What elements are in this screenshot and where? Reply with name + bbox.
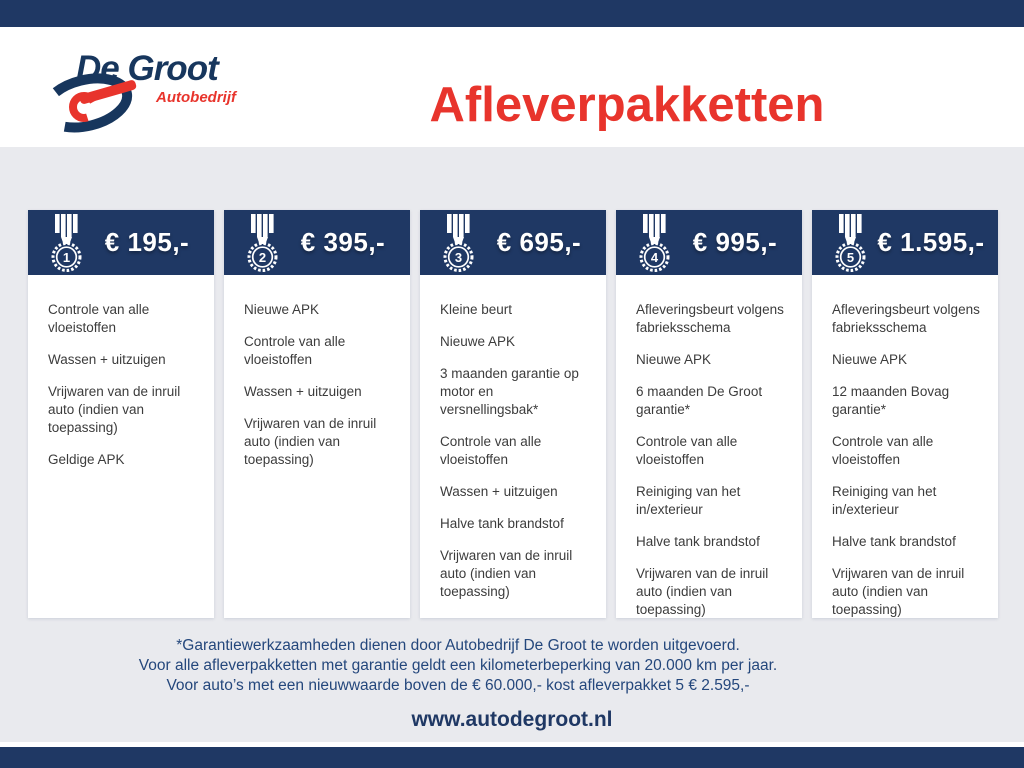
- feature-item: Controle van alle vloeistoffen: [440, 434, 542, 467]
- feature-item: Halve tank brandstof: [636, 534, 760, 549]
- package-price: € 195,-: [104, 227, 190, 257]
- feature-item: Controle van alle vloeistoffen: [244, 334, 346, 367]
- feature-list: [420, 275, 606, 601]
- feature-item: Halve tank brandstof: [832, 534, 956, 549]
- footnote-line: Voor auto’s met een nieuwwaarde boven de € 60.000,- kost afleverpakket 5 € 2.595,-: [166, 676, 750, 694]
- footnote-line: *Garantiewerkzaamheden dienen door Autobedrijf De Groot te worden uitgevoerd.: [176, 637, 740, 654]
- package-card-1: [28, 210, 214, 618]
- header: [0, 27, 1024, 147]
- feature-list: [616, 275, 802, 619]
- medal-number: 3: [454, 250, 463, 265]
- footnotes: [108, 636, 808, 695]
- feature-item: Halve tank brandstof: [440, 516, 564, 531]
- feature-item: Vrijwaren van de inruil auto (indien van toepassing): [636, 566, 769, 617]
- medal-icon: [420, 210, 482, 275]
- feature-item: Vrijwaren van de inruil auto (indien van toepassing): [244, 416, 377, 467]
- feature-item: Controle van alle vloeistoffen: [636, 434, 738, 467]
- feature-item: Reiniging van het in/exterieur: [636, 484, 741, 517]
- feature-item: Vrijwaren van de inruil auto (indien van toepassing): [440, 548, 573, 599]
- medal-number: 4: [650, 250, 659, 265]
- medal-icon: [224, 210, 286, 275]
- card-header: [812, 210, 998, 275]
- card-header: [616, 210, 802, 275]
- package-card-3: [420, 210, 606, 618]
- feature-item: Wassen + uitzuigen: [244, 384, 362, 399]
- medal-number: 5: [846, 250, 855, 265]
- package-card-2: [224, 210, 410, 618]
- feature-item: 6 maanden De Groot garantie*: [636, 384, 763, 417]
- feature-item: Controle van alle vloeistoffen: [832, 434, 934, 467]
- feature-item: Nieuwe APK: [440, 334, 516, 349]
- package-price: € 695,-: [496, 227, 582, 257]
- top-accent-bar: [0, 0, 1024, 27]
- medal-icon: [812, 210, 874, 275]
- feature-item: Nieuwe APK: [244, 302, 320, 317]
- package-card-4: [616, 210, 802, 618]
- feature-item: Afleveringsbeurt volgens fabrieksschema: [636, 302, 784, 335]
- feature-item: Nieuwe APK: [636, 352, 712, 367]
- website-link[interactable]: www.autodegroot.nl: [411, 708, 613, 731]
- brand-name: De Groot: [76, 49, 218, 88]
- feature-item: 3 maanden garantie op motor en versnellingsbak*: [440, 366, 579, 417]
- package-card-5: [812, 210, 998, 618]
- feature-list: [812, 275, 998, 619]
- medal-icon: [616, 210, 678, 275]
- page-title: Afleverpakketten: [429, 78, 825, 132]
- brand-subtitle: Autobedrijf: [156, 89, 236, 106]
- medal-number: 2: [258, 250, 267, 265]
- footnote-line: Voor alle afleverpakketten met garantie geldt een kilometerbeperking van 20.000 km per jaar.: [138, 656, 778, 674]
- package-price: € 395,-: [300, 227, 386, 257]
- feature-item: Controle van alle vloeistoffen: [48, 302, 150, 335]
- card-header: [28, 210, 214, 275]
- feature-item: Reiniging van het in/exterieur: [832, 484, 937, 517]
- medal-icon: [28, 210, 90, 275]
- feature-item: Vrijwaren van de inruil auto (indien van toepassing): [832, 566, 965, 617]
- brand-logo: [36, 39, 246, 139]
- bottom-accent-bar: [0, 747, 1024, 768]
- feature-item: Geldige APK: [48, 452, 125, 467]
- feature-item: 12 maanden Bovag garantie*: [832, 384, 950, 417]
- feature-list: [224, 275, 410, 469]
- feature-item: Nieuwe APK: [832, 352, 908, 367]
- package-price: € 1.595,-: [877, 227, 985, 257]
- feature-list: [28, 275, 214, 469]
- feature-item: Afleveringsbeurt volgens fabrieksschema: [832, 302, 980, 335]
- card-header: [420, 210, 606, 275]
- card-header: [224, 210, 410, 275]
- medal-number: 1: [62, 250, 71, 265]
- feature-item: Wassen + uitzuigen: [440, 484, 558, 499]
- feature-item: Vrijwaren van de inruil auto (indien van toepassing): [48, 384, 181, 435]
- feature-item: Kleine beurt: [440, 302, 513, 317]
- feature-item: Wassen + uitzuigen: [48, 352, 166, 367]
- package-price: € 995,-: [692, 227, 778, 257]
